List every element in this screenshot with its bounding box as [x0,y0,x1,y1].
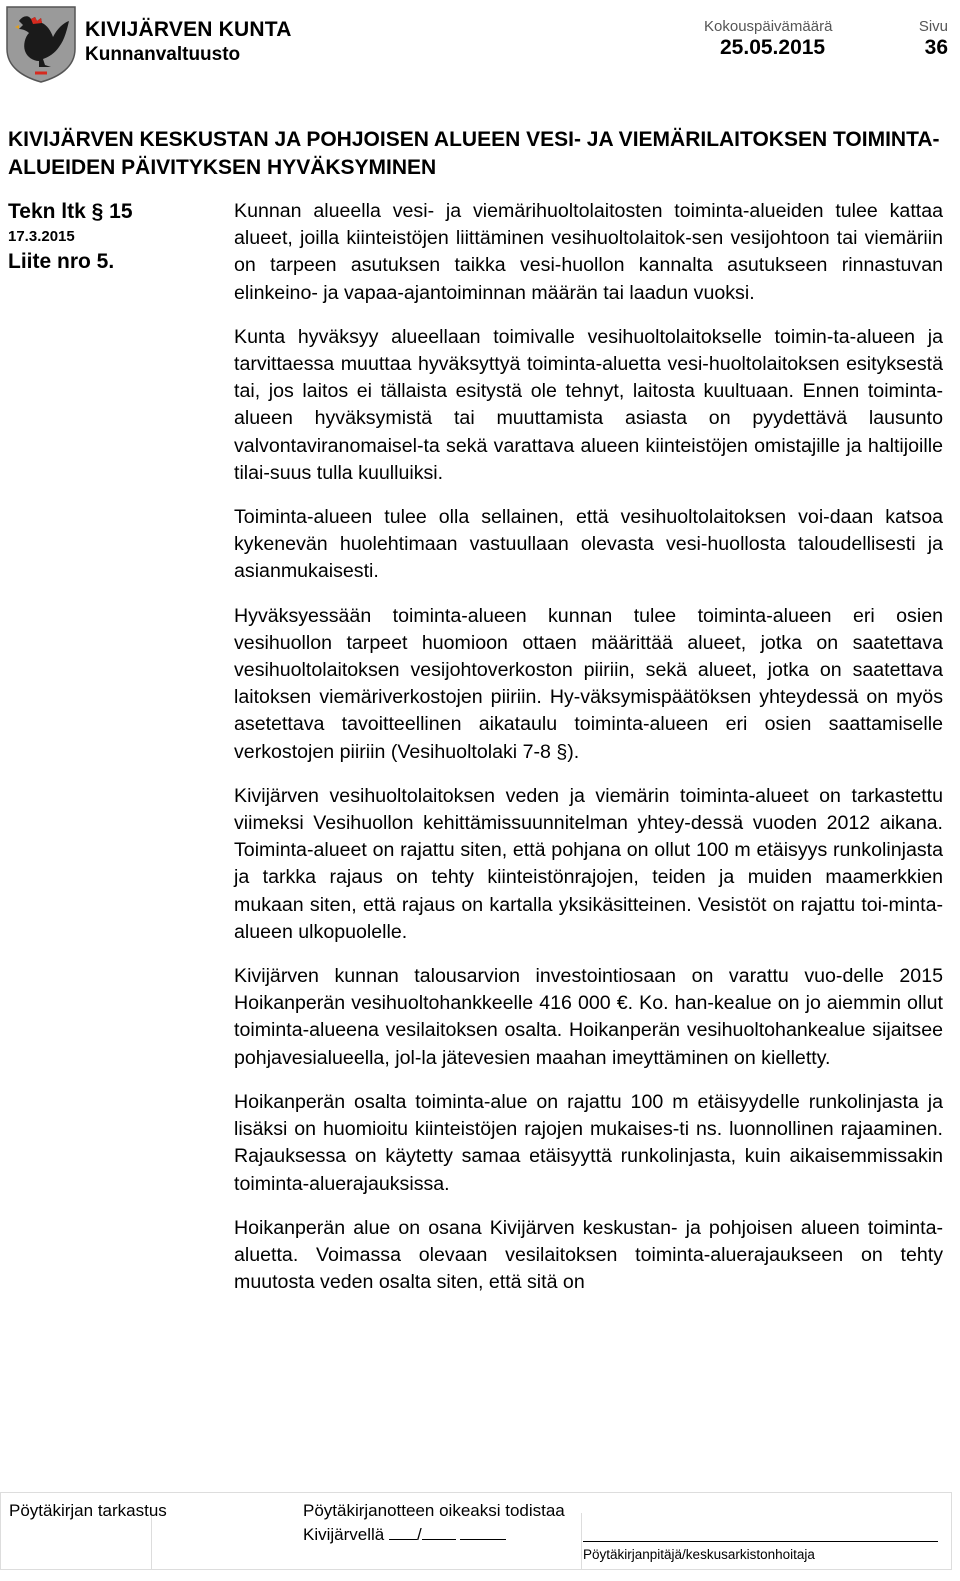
page-number-label: Sivu [918,18,948,35]
document-body [234,198,943,1313]
page-footer [0,1492,952,1570]
rooster-crest-icon [5,5,77,83]
signature-line [583,1541,938,1542]
month-blank [422,1525,456,1540]
page-number: 36 [924,36,948,59]
place-date-line [303,1525,506,1545]
page-header [0,0,960,90]
day-blank [389,1525,417,1540]
meeting-date: 25.05.2015 [720,36,826,59]
signer-label: Pöytäkirjanpitäjä/keskusarkistonhoitaja [583,1547,815,1562]
organization-name: KIVIJÄRVEN KUNTA [85,18,292,41]
date-separator: / [416,1525,422,1544]
certify-label: Pöytäkirjanotteen oikeaksi todistaa [303,1501,565,1520]
paragraph: Toiminta-alueen tulee olla sellainen, että vesihuoltolaitoksen voi-daan katsoa kykenevän huolehtimaan vastuullaan olevasta vesi-huollosta taloudellisesti ja asianmukaisesti. [234,506,943,583]
footer-divider [581,1513,582,1569]
place-name: Kivijärvellä [303,1525,385,1544]
meeting-date-label: Kokouspäivämäärä [704,18,833,35]
paragraph: Hoikanperän alue on osana Kivijärven keskustan- ja pohjoisen alueen toiminta-aluetta. Voimassa olevaan vesilaitoksen toiminta-aluerajaukseen on tehty muutosta veden osalta siten, että sitä on [234,1216,943,1294]
paragraph: Kivijärven kunnan talousarvion investointiosaan on varattu vuo-delle 2015 Hoikanperän vesihuoltohankkeelle 416 000 €. Ko. han-kealue on jo aiemmin ollut toiminta-alueena vesilaitoksen osalta. Hoikanperän vesihuoltohankealue sijaitsee pohjavesialueella, jol-la jätevesien maahan imeyttäminen on kielletty. [234,965,943,1069]
year-blank [460,1525,506,1540]
paragraph: Hyväksyessään toiminta-alueen kunnan tulee toiminta-alueen eri osien vesihuollon tarpeet huomioon ottaen määrittää alueet, jotka on saatettava vesihuoltolaitoksen vesijohtoverkoston piiriin, sekä alueet, jotka on saatettava laitoksen viemäriverkostojen piiriin. Hy-väksymispäätöksen yhteydessä on myös asetettava tavoitteellinen aikataulu toiminta-alueen eri osien saattamiselle verkostojen piiriin (Vesihuoltolaki 7-8 §). [234,604,943,763]
paragraph: Hoikanperän osalta toiminta-alue on rajattu 100 m etäisyydelle runkolinjasta ja lisäksi on huomioitu kiinteistöjen rajojen mukaises-ti ns. luonnollinen rajaaminen. Rajauksessa on käytetty samaa etäisyyttä runkolinjasta, kuin aikaisemmissakin toiminta-aluerajauksissa. [234,1090,943,1195]
organization-body: Kunnanvaltuusto [85,44,241,65]
side-reference [8,198,218,276]
paragraph: Kunnan alueella vesi- ja viemärihuoltolaitosten toiminta-alueiden tulee kattaa alueet, joilla kiinteistöjen liittäminen vesihuoltolaitok-sen vesijohtoon tai viemäriin on tarpeen asutuksen taikka vesi-huollon kannalta asutukseen rinnastuvan elinkeino- ja vapaa-ajantoiminnan määrän tai laadun vuoksi. [234,200,943,304]
reference-date: 17.3.2015 [8,228,75,245]
paragraph: Kunta hyväksyy alueellaan toimivalle vesihuoltolaitokselle toimin-ta-alueen ja tarvittaessa muuttaa hyväksyttyä toiminta-aluetta vesi-huoltolaitoksen esityksestä tai, jos laitos ei tällaista esitystä ole tehnyt, laitosta kuultuaan. Ennen toiminta-alueen hyväksymistä tai muuttamista asiasta on pyydettävä lausunto valvontaviranomaisel-ta sekä varattava alueen kiinteistöjen omistajille ja haltijoille tilai-suus tulla kuulluiksi. [234,325,943,484]
paragraph: Kivijärven vesihuoltolaitoksen veden ja viemärin toiminta-alueet on tarkastettu viimeksi Vesihuollon kehittämissuunnitelman yhtey-dessä vuoden 2012 aikana. Toiminta-alueet on rajattu siten, että pohjana on ollut 100 m etäisyys runkolinjasta ja tarkka rajaus on tehty kiinteistönrajojen, teiden ja muiden maamerkkien mukaan siten, että rajaus on kartalla yksikäsitteinen. Vesistöt on rajattu toi-minta-alueen ulkopuolelle. [234,784,943,943]
footer-divider [151,1513,152,1569]
attachment-reference: Liite nro 5. [8,250,115,273]
document-title: KIVIJÄRVEN KESKUSTAN JA POHJOISEN ALUEEN VESI- JA VIEMÄRILAITOKSEN TOIMINTA-ALUEIDEN PÄIVITYKSEN HYVÄKSYMINEN [8,128,940,179]
review-label: Pöytäkirjan tarkastus [9,1501,167,1520]
committee-reference: Tekn ltk § 15 [8,200,133,223]
